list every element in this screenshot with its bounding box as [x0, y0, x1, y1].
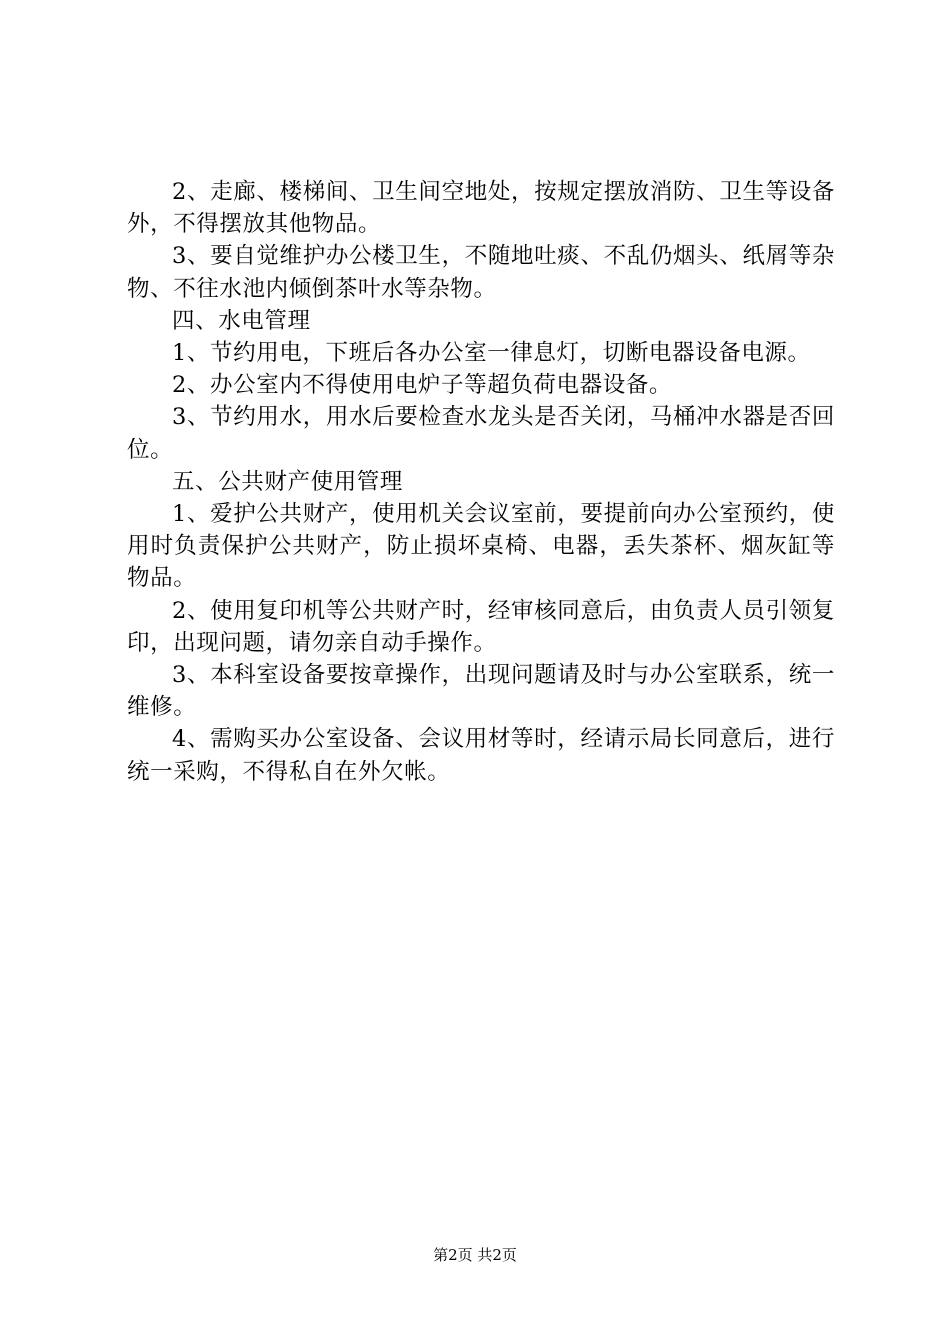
paragraph-hygiene-rule: 3、要自觉维护办公楼卫生，不随地吐痰、不乱仍烟头、纸屑等杂物、不往水池内倾倒茶叶水等杂物。: [127, 243, 835, 302]
paragraph-save-water: 3、节约用水，用水后要检查水龙头是否关闭，马桶冲水器是否回位。: [127, 404, 835, 463]
paragraph-equipment-operation: 3、本科室设备要按章操作，出现问题请及时与办公室联系，统一维修。: [127, 662, 835, 721]
page-footer: 第2页 共2页: [433, 1246, 517, 1264]
section-heading-public-property: 五、公共财产使用管理: [172, 468, 404, 495]
paragraph-no-overload-devices: 2、办公室内不得使用电炉子等超负荷电器设备。: [172, 372, 673, 399]
paragraph-procurement: 4、需购买办公室设备、会议用材等时，经请示局长同意后，进行统一采购，不得私自在外欠帐。: [127, 726, 835, 785]
document-body: [127, 176, 835, 788]
paragraph-protect-property: 1、爱护公共财产，使用机关会议室前，要提前向办公室预约，使用时负责保护公共财产，防止损坏桌椅、电器，丢失茶杯、烟灰缸等物品。: [127, 501, 835, 592]
paragraph-copier-use: 2、使用复印机等公共财产时，经审核同意后，由负责人员引领复印，出现问题，请勿亲自动手操作。: [127, 597, 835, 656]
paragraph-save-electricity: 1、节约用电，下班后各办公室一律息灯，切断电器设备电源。: [172, 340, 811, 367]
paragraph-hallway-rule: 2、走廊、楼梯间、卫生间空地处，按规定摆放消防、卫生等设备外，不得摆放其他物品。: [127, 179, 835, 238]
section-heading-water-electricity: 四、水电管理: [172, 307, 311, 334]
